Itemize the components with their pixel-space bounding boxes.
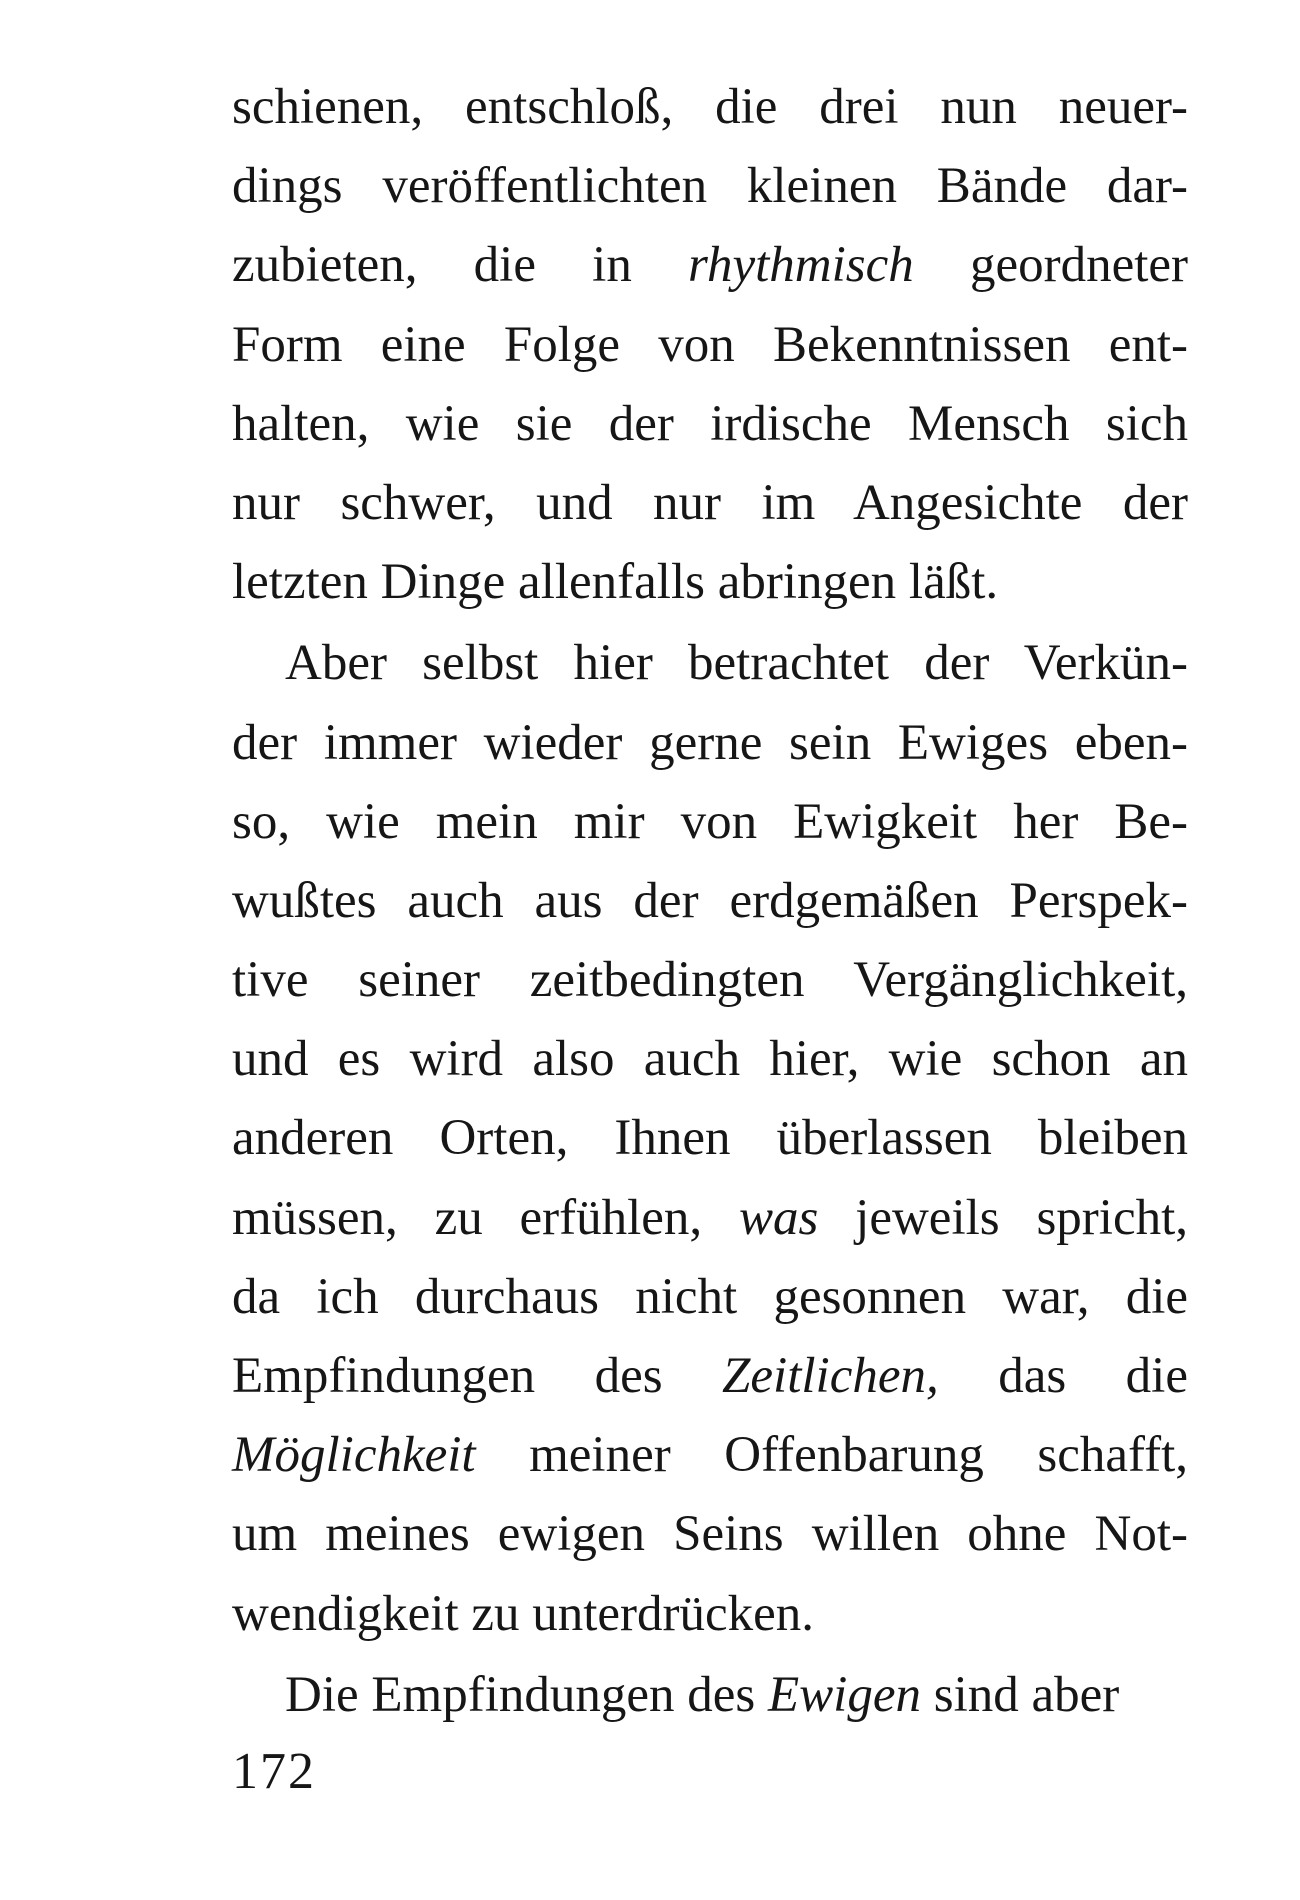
text-run: und es wird also auch hier, wie schon an (232, 1031, 1188, 1088)
text-run: geordneter (913, 237, 1188, 294)
page-number: 172 (232, 1743, 316, 1800)
text-line (232, 1495, 1188, 1574)
text-line (232, 543, 1188, 622)
text-run: meiner Offenbarung schafft, (475, 1427, 1188, 1484)
text-run: jeweils spricht, (818, 1189, 1188, 1246)
text-line (232, 464, 1188, 543)
text-run: da ich durchaus nicht gesonnen war, die (232, 1268, 1188, 1325)
text-line (232, 704, 1188, 783)
text-run: Form eine Folge von Bekenntnissen ent- (232, 316, 1188, 373)
text-run: Aber selbst hier betrachtet der Verkün- (285, 635, 1188, 692)
paragraph (232, 624, 1188, 1653)
page-body-text (232, 68, 1188, 1735)
text-line (232, 1258, 1188, 1337)
text-run: tive seiner zeitbedingten Vergänglichkeit, (232, 952, 1188, 1009)
text-line (232, 624, 1188, 703)
text-line (232, 226, 1188, 305)
text-line (232, 783, 1188, 862)
text-run: zubieten, die in (232, 237, 689, 294)
text-line (232, 941, 1188, 1020)
text-run: dings veröffentlichten kleinen Bände dar- (232, 158, 1188, 215)
text-run: wußtes auch aus der erdgemäßen Perspek- (232, 872, 1188, 929)
text-line (232, 147, 1188, 226)
text-line (232, 1656, 1188, 1735)
text-run: anderen Orten, Ihnen überlassen bleiben (232, 1110, 1188, 1167)
text-line (232, 385, 1188, 464)
text-run: sind aber (920, 1666, 1120, 1723)
paragraph (232, 1656, 1188, 1735)
text-run: Die Empfindungen des (285, 1666, 768, 1723)
text-line (232, 1416, 1188, 1495)
text-run: wendigkeit zu unterdrücken. (232, 1585, 815, 1642)
emphasized-text: rhythmisch (688, 237, 914, 294)
emphasized-text: Zeitlichen, (722, 1348, 939, 1404)
text-line (232, 68, 1188, 147)
text-run: Empfindungen des (232, 1348, 723, 1404)
text-run: der immer wieder gerne sein Ewiges eben- (232, 714, 1188, 771)
text-line (232, 1575, 1188, 1654)
emphasized-text: Möglichkeit (232, 1427, 476, 1484)
text-run: halten, wie sie der irdische Mensch sich (232, 395, 1188, 452)
text-line (232, 1099, 1188, 1178)
text-line (232, 306, 1188, 385)
paragraph (232, 68, 1188, 622)
text-run: nur schwer, und nur im Angesichte der (232, 474, 1188, 531)
text-line (232, 1337, 1188, 1416)
text-run: letzten Dinge allenfalls abringen läßt. (232, 554, 999, 611)
text-run: um meines ewigen Seins willen ohne Not- (232, 1506, 1188, 1563)
emphasized-text: Ewigen (767, 1666, 921, 1723)
emphasized-text: was (738, 1189, 819, 1246)
text-line (232, 1020, 1188, 1099)
text-run: das die (938, 1348, 1188, 1404)
text-run: schienen, entschloß, die drei nun neuer- (232, 79, 1188, 135)
text-line (232, 862, 1188, 941)
text-run: so, wie mein mir von Ewigkeit her Be- (232, 793, 1188, 850)
text-line (232, 1179, 1188, 1258)
text-run: müssen, zu erfühlen, (232, 1189, 739, 1246)
